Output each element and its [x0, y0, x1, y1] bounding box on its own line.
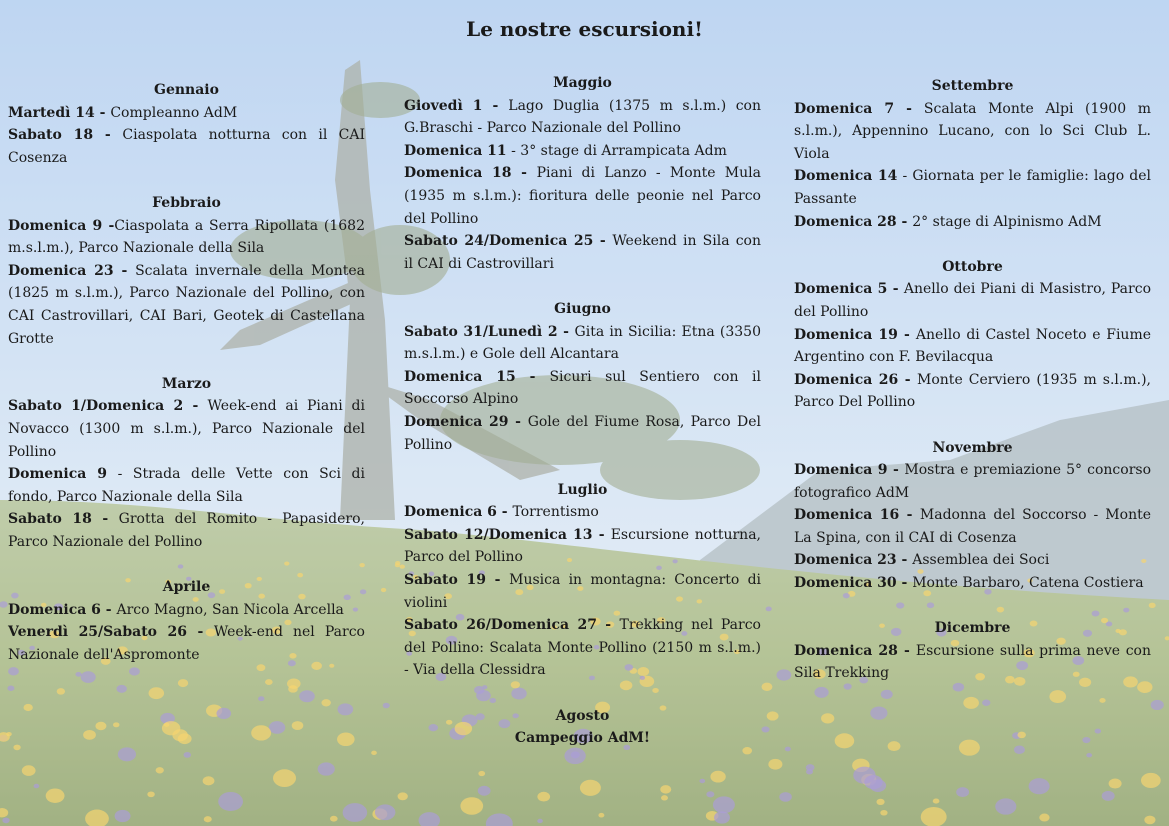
event-description: - 3° stage di Arrampicata Adm: [506, 142, 727, 159]
event-item: [794, 572, 1151, 595]
event-description: Mostra e premiazione 5° concorso fotografico AdM: [794, 462, 1152, 501]
event-description: Anello dei Piani di Masistro, Parco del Pollino: [794, 281, 1151, 320]
event-item: [794, 211, 1151, 234]
event-item: [794, 459, 1151, 504]
event-description: Sicuri sul Sentiero con il Soccorso Alpino: [404, 368, 761, 408]
event-date: Domenica 15 -: [404, 368, 550, 385]
event-date: Domenica 28 -: [794, 213, 913, 230]
event-description: Scalata invernale della Montea (1825 m s.l.m.), Parco Nazionale del Pollino, con CAI Castrovillari, CAI Bari, Geotek di Castellana Grotte: [8, 262, 365, 347]
event-date: Domenica 9 -: [794, 462, 905, 479]
event-date: Domenica 30 -: [794, 575, 913, 592]
month-heading: Gennaio: [154, 82, 219, 98]
event-description: Grotta del Romito - Papasidero, Parco Nazionale del Pollino: [8, 511, 365, 550]
event-date: Giovedì 1 -: [404, 97, 509, 114]
event-item: [794, 504, 1151, 549]
event-item: [8, 102, 365, 125]
event-date: Domenica 23 -: [794, 552, 913, 569]
event-description: Scalata Monte Alpi (1900 m s.l.m.), Appennino Lucano, con lo Sci Club L. Viola: [794, 100, 1151, 162]
event-date: Domenica 26 -: [794, 371, 918, 388]
month-heading: Ottobre: [942, 258, 1003, 275]
event-date: Sabato 31/Lunedì 2 -: [404, 323, 575, 340]
event-description: Escursione sulla prima neve con Sila Trekking: [794, 642, 1151, 682]
event-description: Torrentismo: [512, 504, 599, 521]
event-description: 2° stage di Alpinismo AdM: [912, 213, 1102, 230]
event-date: Martedì 14 -: [8, 104, 111, 121]
event-item: [404, 366, 761, 411]
event-date: Domenica 11: [404, 142, 507, 159]
event-date: Sabato 24/Domenica 25 -: [404, 233, 613, 250]
event-item: [404, 614, 761, 682]
column-may-august: [404, 72, 761, 750]
event-date: Venerdì 25/Sabato 26 -: [8, 624, 214, 641]
event-date: Domenica 9: [8, 466, 108, 483]
event-description: Escursione notturna, Parco del Pollino: [404, 526, 761, 566]
month-note: Campeggio AdM!: [514, 730, 651, 747]
event-description: Compleanno AdM: [110, 104, 238, 121]
month-heading: Maggio: [553, 75, 612, 91]
event-item: [794, 165, 1151, 210]
month-section-ottobre: [794, 256, 1151, 414]
month-section-gennaio: [8, 79, 365, 169]
event-item: [8, 260, 365, 350]
event-date: Domenica 28 -: [794, 642, 916, 659]
event-item: [8, 215, 365, 260]
event-date: Domenica 6 -: [404, 504, 513, 521]
event-description: Ciaspolata a Serra Ripollata (1682 m.s.l.m.), Parco Nazionale della Sila: [8, 217, 365, 257]
event-item: [8, 621, 365, 666]
month-section-marzo: [8, 373, 365, 554]
event-date: Domenica 18 -: [404, 165, 537, 182]
event-description: Gita in Sicilia: Etna (3350 m.s.l.m.) e Gole dell Alcantara: [404, 323, 761, 363]
event-item: [794, 640, 1151, 685]
event-date: Sabato 19 -: [404, 572, 510, 589]
event-description: Madonna del Soccorso - Monte La Spina, con il CAI di Cosenza: [794, 507, 1151, 546]
event-description: Trekking nel Parco del Pollino: Scalata Monte Pollino (2150 m s.l.m.) - Via della Clessidra: [404, 617, 761, 679]
month-heading: Novembre: [932, 439, 1013, 456]
event-description: Assemblea dei Soci: [912, 552, 1050, 569]
event-description: Arco Magno, San Nicola Arcella: [116, 601, 344, 618]
month-heading: Aprile: [162, 579, 211, 596]
event-description: Weekend in Sila con il CAI di Castrovillari: [404, 233, 761, 272]
event-item: [794, 369, 1151, 414]
month-heading: Febbraio: [152, 194, 221, 211]
event-date: Domenica 5 -: [794, 281, 904, 298]
event-description: Piani di Lanzo - Monte Mula (1935 m s.l.m.): fioritura delle peonie nel Parco del Pollino: [404, 165, 761, 227]
month-section-agosto: [404, 705, 761, 750]
event-description: Ciaspolata notturna con il CAI Cosenza: [8, 127, 365, 166]
month-heading: Marzo: [161, 375, 212, 392]
event-description: - Giornata per le famiglie: lago del Passante: [794, 168, 1151, 207]
month-section-giugno: [404, 298, 761, 456]
event-date: Sabato 18 -: [8, 511, 119, 528]
event-date: Sabato 12/Domenica 13 -: [404, 526, 611, 543]
event-date: Domenica 29 -: [404, 413, 528, 430]
event-date: Sabato 1/Domenica 2 -: [8, 398, 208, 415]
event-description: Gole del Fiume Rosa, Parco Del Pollino: [404, 413, 761, 453]
event-date: Domenica 6 -: [8, 601, 117, 618]
month-heading: Giugno: [554, 300, 611, 317]
column-september-december: [794, 75, 1151, 685]
event-date: Domenica 19 -: [794, 326, 916, 343]
event-item: [794, 278, 1151, 323]
month-section-novembre: [794, 437, 1151, 595]
month-heading: Agosto: [555, 707, 610, 724]
event-item: [404, 501, 761, 524]
month-section-luglio: [404, 479, 761, 682]
event-item: [8, 508, 365, 553]
event-item: [794, 549, 1151, 572]
event-date: Domenica 14: [794, 168, 898, 185]
event-item: [8, 124, 365, 169]
event-item: [8, 463, 365, 508]
event-date: Domenica 9 -: [8, 217, 115, 234]
event-description: Monte Cerviero (1935 m s.l.m.), Parco Del Pollino: [794, 371, 1151, 411]
column-january-april: [8, 79, 365, 666]
page-title: Le nostre escursioni!: [466, 17, 703, 41]
month-heading: Settembre: [931, 78, 1014, 94]
event-item: [8, 395, 365, 463]
event-date: Domenica 16 -: [794, 507, 920, 524]
month-section-aprile: [8, 576, 365, 666]
event-item: [404, 411, 761, 456]
event-item: [404, 569, 761, 614]
event-item: [794, 324, 1151, 369]
month-heading: Dicembre: [934, 620, 1011, 637]
event-item: [404, 321, 761, 366]
event-description: - Strada delle Vette con Sci di fondo, Parco Nazionale della Sila: [8, 466, 365, 505]
event-description: Lago Duglia (1375 m s.l.m.) con G.Braschi - Parco Nazionale del Pollino: [404, 97, 761, 137]
event-description: Anello di Castel Noceto e Fiume Argentino con F. Bevilacqua: [794, 326, 1151, 366]
month-heading: Luglio: [557, 481, 608, 498]
event-item: [404, 230, 761, 275]
month-section-settembre: [794, 75, 1151, 233]
event-item: [794, 98, 1151, 166]
month-section-dicembre: [794, 617, 1151, 685]
event-description: Musica in montagna: Concerto di violini: [404, 572, 762, 611]
event-item: [404, 162, 761, 230]
event-description: Monte Barbaro, Catena Costiera: [912, 575, 1144, 592]
event-description: Week-end ai Piani di Novacco (1300 m s.l.m.), Parco Nazionale del Pollino: [8, 398, 365, 460]
event-date: Sabato 26/Domenica 27 -: [404, 617, 620, 634]
event-item: [404, 140, 761, 163]
event-item: [404, 524, 761, 569]
event-item: [8, 599, 365, 622]
event-item: [404, 95, 761, 140]
event-description: Week-end nel Parco Nazionale dell'Aspromonte: [8, 624, 365, 663]
event-date: Domenica 23 -: [8, 262, 136, 279]
event-date: Domenica 7 -: [794, 100, 924, 117]
month-section-maggio: [404, 72, 761, 275]
event-date: Sabato 18 -: [8, 127, 123, 144]
month-section-febbraio: [8, 192, 365, 350]
